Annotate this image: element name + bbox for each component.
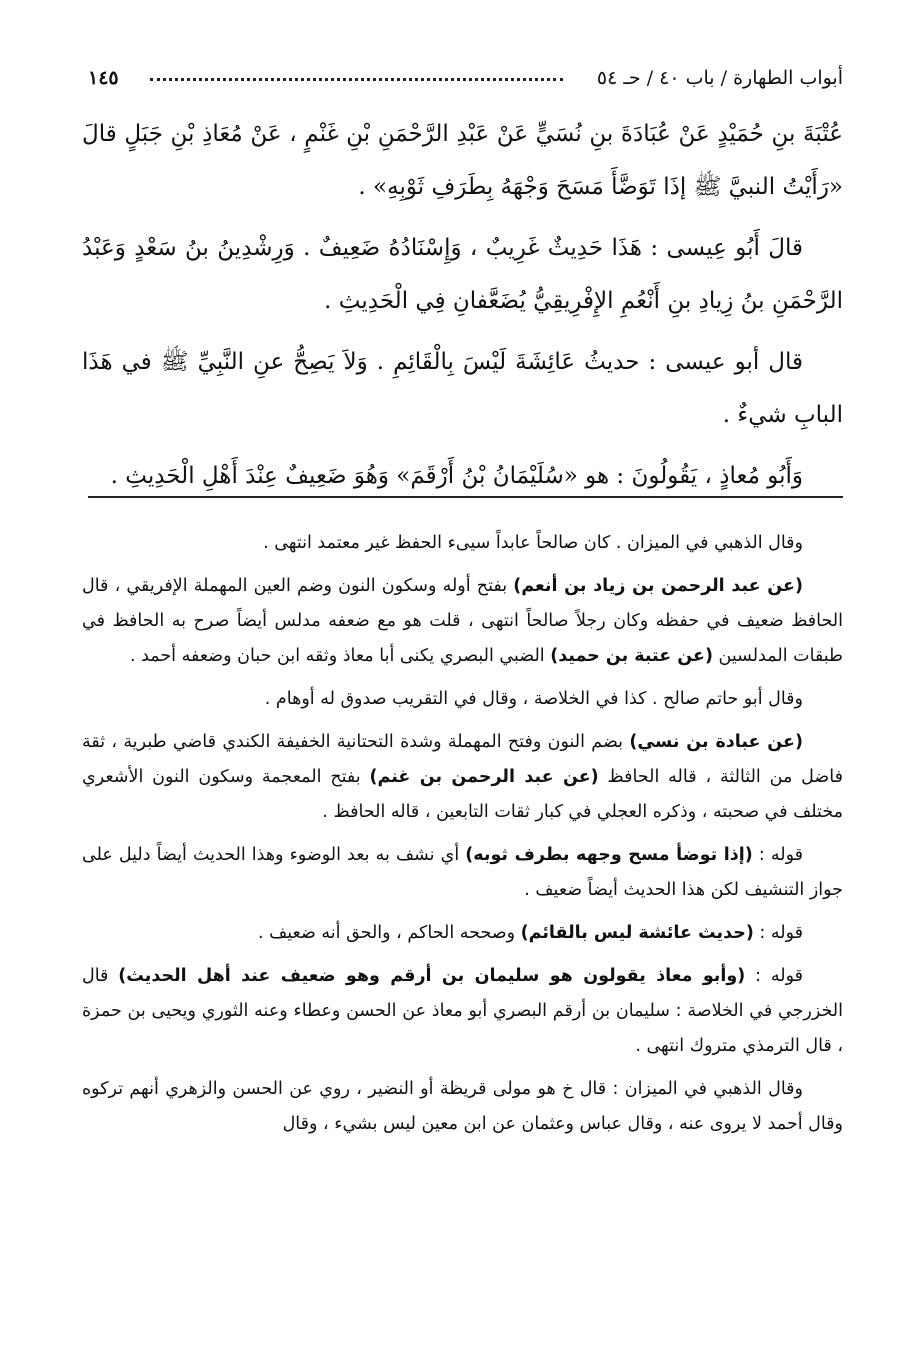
note-7 [82,959,843,1064]
note-6-text: وصححه الحاكم ، والحق أنه ضعيف . [258,923,521,943]
leader-dots [150,78,563,81]
note-2 [82,569,843,674]
note-8: وقال الذهبي في الميزان : قال خ هو مولى قريظة أو النضير ، روي عن الحسن والزهري أنهم تركوه وقال أحمد لا يروى عنه ، وقال عباس وعثمان عن ابن معين ليس بشيء ، وقال [82,1079,843,1134]
note-6-lead: قوله : [753,923,803,943]
note-4 [82,725,843,830]
note-7-quote: (وأبو معاذ يقولون هو سليمان بن أرقم وهو ضعيف عند أهل الحديث) [118,966,746,986]
hadith-paragraph-1: عُتْبَةَ بنِ حُمَيْدٍ عَنْ عُبَادَةَ بنِ نُسَيٍّ عَنْ عَبْدِ الرَّحْمَنِ بْنِ غَنْمٍ ، عَنْ مُعَاذِ بْنِ جَبَلٍ قالَ «رَأَيْتُ النبيَّ ﷺ إذَا تَوَضَّأَ مَسَحَ وَجْهَهُ بِطَرَفِ ثَوْبِهِ» . [82,121,843,200]
hadith-paragraph-2: قالَ أَبُو عِيسى : هَذَا حَدِيثٌ غَرِيبٌ ، وَإِسْنَادُهُ ضَعِيفٌ . وَرِشْدِينُ بنُ سَعْدٍ وَعَبْدُ الرَّحْمَنِ بنُ زِيادِ بنِ أَنْعُمِ الإِفْرِيقِيُّ يُضَعَّفانِ فِي الْحَدِيثِ . [82,235,843,314]
hadith-paragraph-4: وَأَبُو مُعاذٍ ، يَقُولُونَ : هو «سُلَيْمَانُ بْنُ أَرْقَمَ» وَهُوَ ضَعِيفٌ عِنْدَ أَهْلِ الْحَدِيثِ . [110,463,803,489]
note-2-quote-1: (عن عبد الرحمن بن زياد بن أنعم) [513,576,804,596]
running-header [88,62,843,94]
note-4-text-2: بفتح المعجمة وسكون النون الأشعري مختلف في صحبته ، وذكره العجلي في كبار ثقات التابعين ، قاله الحافظ . [82,767,843,822]
divider-rule [88,496,843,498]
note-2-text-2: الضبي البصري يكنى أبا معاذ وثقه ابن حبان وضعفه أحمد . [129,646,551,666]
note-4-quote-2: (عن عبد الرحمن بن غنم) [369,767,599,787]
page-number: ١٤٥ [88,67,119,89]
chapter-title: أبواب الطهارة / باب ٤٠ / حـ ٥٤ [596,67,843,89]
note-5-quote: (إذا توضأ مسح وجهه بطرف ثوبه) [465,845,753,865]
note-2-text-1: بفتح أوله وسكون النون وضم العين المهملة الإفريقي ، قال الحافظ ضعيف في حفظه وكان رجلاً صالحاً انتهى ، قلت هو مع ضعفه مدلس أيضاً صرح به الحافظ في طبقات المدلسين [82,576,843,666]
note-5-text: أي نشف به بعد الوضوء وهذا الحديث أيضاً دليل على جواز التنشيف لكن هذا الحديث أيضاً ضعيف . [82,845,843,900]
note-3: وقال أبو حاتم صالح . كذا في الخلاصة ، وقال في التقريب صدوق له أوهام . [264,689,803,709]
note-1: وقال الذهبي في الميزان . كان صالحاً عابداً سيىء الحفظ غير معتمد انتهى . [263,533,803,553]
note-7-text: قال الخزرجي في الخلاصة : سليمان بن أرقم البصري أبو معاذ عن الحسن وعطاء وعنه الثوري ويحيى بن حمزة ، قال الترمذي متروك انتهى . [82,966,843,1056]
note-2-quote-2: (عن عتبة بن حميد) [550,646,713,666]
hadith-paragraph-3: قال أبو عيسى : حديثُ عَائِشَةَ لَيْسَ بِالْقَائِمِ . وَلاَ يَصِحُّ عنِ النَّبِيِّ ﷺ في هَذَا البابِ شيءٌ . [82,349,843,428]
note-6-quote: (حديث عائشة ليس بالقائم) [520,923,754,943]
hadith-text [82,108,843,511]
note-4-quote-1: (عن عبادة بن نسي) [629,732,803,752]
note-4-text-1: بضم النون وفتح المهملة وشدة التحتانية الخفيفة الكندي قاضي طبرية ، ثقة فاضل من الثالثة ، قاله الحافظ [82,732,843,787]
note-7-lead: قوله : [745,966,803,986]
note-6 [82,916,843,951]
note-5-lead: قوله : [752,845,803,865]
note-5 [82,838,843,908]
commentary [82,526,843,1150]
